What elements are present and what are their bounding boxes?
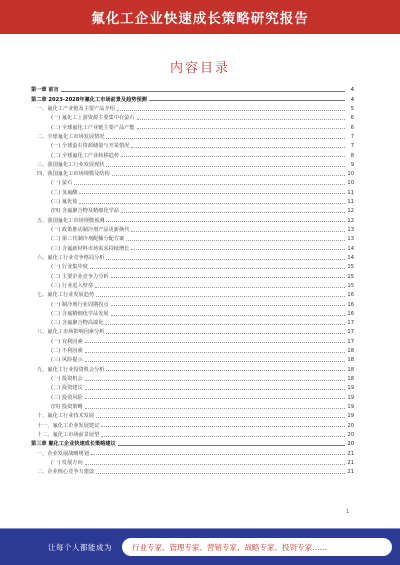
toc-leader-dots [79, 203, 345, 204]
toc-entry-text: (一) 政策推动制冷剂产品更新换代 [51, 227, 130, 233]
toc-leader-dots [106, 370, 345, 371]
toc-leader-dots [79, 193, 345, 194]
toc-entry-text: (三) 氟化盐 [51, 199, 78, 206]
toc-entry-text: 第一章 前言 [31, 87, 59, 94]
toc-entry[interactable] [31, 382, 354, 391]
toc-leader-dots [101, 436, 345, 437]
toc-entry-text: (三) 行业进入壁垒 [51, 282, 94, 289]
toc-entry[interactable] [31, 335, 354, 344]
toc-entry[interactable] [31, 391, 354, 400]
toc-leader-dots [74, 184, 345, 185]
toc-entry-text: 二、全球氟化工市场发展情况 [37, 133, 105, 140]
toc-entry[interactable] [31, 121, 354, 130]
toc-entry[interactable] [31, 401, 354, 410]
toc-leader-dots [111, 277, 345, 278]
report-title: 氟化工企业快速成长策略研究报告 [91, 11, 309, 27]
toc-leader-dots [117, 110, 345, 111]
toc-leader-dots [121, 156, 345, 157]
toc-entry-page: 16 [347, 310, 354, 317]
toc-entry[interactable] [31, 326, 354, 335]
toc-heading: 内容目录 [169, 61, 230, 76]
toc-entry[interactable] [31, 252, 354, 261]
toc-entry-text: (二) 投资建议 [51, 385, 83, 392]
toc-entry-text: 一、企业发展战略规划 [37, 450, 89, 457]
toc-entry-page: 21 [347, 459, 354, 466]
toc-entry-page: 13 [347, 236, 354, 243]
toc-entry-page: 21 [347, 450, 354, 457]
toc-entry-text: (三) 投资风险 [51, 394, 83, 401]
toc-entry-text: (二) 不利因素 [51, 348, 83, 355]
footer-banner [0, 529, 400, 565]
toc-leader-dots [85, 398, 345, 399]
toc-entry-page: 9 [350, 161, 354, 168]
toc-leader-dots [106, 333, 345, 334]
toc-entry-text: (二) 含氟精细化学品发展 [51, 310, 109, 317]
toc-entry-page: 16 [347, 301, 354, 308]
toc-entry-page: 15 [347, 264, 354, 271]
toc-entry-page: 18 [347, 357, 354, 364]
toc-entry[interactable] [31, 224, 354, 233]
toc-entry-text: 十一、氟化工企业发展建议 [37, 422, 100, 429]
toc-entry-text: (一) 萤石 [51, 180, 73, 187]
toc-entry-text: 十二、氟化工市场前景展望 [37, 431, 100, 438]
toc-entry-page: 20 [347, 431, 354, 438]
toc-entry[interactable] [31, 177, 354, 186]
toc-leader-dots [85, 408, 345, 409]
toc-leader-dots [106, 221, 345, 222]
toc-entry-page: 20 [347, 422, 354, 429]
toc-entry-text: 四、我国氟化工市场规模及结构 [37, 171, 110, 178]
toc-entry-page: 7 [350, 143, 354, 150]
toc-leader-dots [118, 445, 345, 446]
toc-entry-page: 14 [347, 245, 354, 252]
toc-leader-dots [106, 138, 345, 139]
report-header [0, 0, 400, 34]
toc-entry[interactable] [31, 159, 354, 168]
toc-entry-text: (三) 含氟新材料市场需求持续增长 [51, 245, 130, 252]
toc-leader-dots [85, 380, 345, 381]
toc-entry[interactable] [31, 457, 354, 466]
toc-entry-page: 17 [347, 320, 354, 327]
toc-entry-page: 18 [347, 366, 354, 373]
toc-entry-text: (四) 含氟聚合物及精细化学品 [51, 208, 119, 215]
toc-entry[interactable] [31, 103, 354, 112]
toc-entry[interactable] [31, 149, 354, 158]
toc-entry-text: (一) 有利因素 [51, 338, 83, 345]
toc-leader-dots [85, 342, 345, 343]
toc-leader-dots [96, 417, 345, 418]
toc-entry[interactable] [31, 447, 354, 456]
toc-leader-dots [111, 305, 345, 306]
toc-entry[interactable] [31, 214, 354, 223]
toc-leader-dots [126, 240, 345, 241]
toc-leader-dots [111, 315, 345, 316]
toc-leader-dots [137, 128, 345, 129]
toc-entry[interactable] [31, 438, 354, 447]
toc-entry-page: 19 [347, 413, 354, 420]
toc-entry-page: 15 [347, 273, 354, 280]
toc-leader-dots [85, 361, 345, 362]
toc-leader-dots [149, 100, 345, 101]
toc-entry-text: (二) 氢氟酸 [51, 189, 78, 196]
toc-entry-page: 19 [347, 403, 354, 410]
toc-entry-page: 10 [347, 171, 354, 178]
toc-entry-text: 六、氟化工行业竞争格局分析 [37, 254, 105, 261]
toc-entry-text: 八、氟化工市场影响因素分析 [37, 329, 105, 336]
toc-entry-text: (一) 氟化工上游资源主要集中在萤石 [51, 115, 135, 122]
toc-entry[interactable] [31, 308, 354, 317]
toc-entry-page: 11 [347, 189, 354, 196]
toc-entry[interactable] [31, 84, 354, 93]
toc-entry-text: (一) 制冷剂行业周期拐点 [51, 301, 109, 308]
toc-entry[interactable] [31, 429, 354, 438]
toc-entry-page: 12 [347, 217, 354, 224]
toc-entry-text: 一、氟化工产业链及主要产品介绍 [37, 105, 115, 112]
toc-leader-dots [101, 426, 345, 427]
toc-leader-dots [131, 231, 345, 232]
toc-entry[interactable] [31, 345, 354, 354]
page-number: 1 [346, 509, 350, 515]
toc-entry[interactable] [31, 131, 354, 140]
toc-entry[interactable] [31, 168, 354, 177]
toc-entry-text: (一) 投资机会 [51, 376, 83, 382]
toc-entry-page: 4 [350, 96, 354, 103]
toc-entry-page: 17 [347, 329, 354, 336]
toc-entry[interactable] [31, 354, 354, 363]
toc-entry-text: (二) 全球氟化工产业链主要产品产能 [51, 124, 135, 131]
table-of-contents [31, 84, 354, 475]
toc-entry[interactable] [31, 112, 354, 121]
toc-leader-dots [106, 259, 345, 260]
toc-entry-text: 二、企业核心竞争力建设 [37, 469, 95, 476]
toc-entry[interactable] [31, 466, 354, 475]
toc-entry-page: 17 [347, 338, 354, 345]
toc-entry-text: (二) 主要企业竞争力分析 [51, 273, 109, 280]
toc-entry-text: 三、我国氟化工行业发展现状 [37, 161, 105, 168]
footer-slogan: 让每个人都能成为 [48, 542, 112, 552]
toc-entry-page: 21 [347, 469, 354, 476]
toc-entry-text: (三) 风险提示 [51, 357, 83, 364]
toc-leader-dots [85, 464, 345, 465]
toc-entry[interactable] [31, 196, 354, 205]
toc-entry-page: 7 [350, 133, 354, 140]
toc-entry-page: 19 [347, 385, 354, 392]
toc-entry-text: (一) 发展方向 [51, 459, 83, 466]
toc-entry[interactable] [31, 270, 354, 279]
toc-leader-dots [85, 389, 345, 390]
toc-entry-page: 20 [347, 441, 354, 448]
toc-entry-page: 13 [347, 227, 354, 233]
toc-entry[interactable] [31, 186, 354, 195]
toc-leader-dots [121, 212, 345, 213]
toc-entry-text: (二) 第三代制冷剂配额分配方案 [51, 236, 125, 243]
toc-leader-dots [131, 147, 345, 148]
toc-entry-text: 九、氟化工行业投资机会分析 [37, 366, 105, 373]
toc-entry[interactable] [31, 317, 354, 326]
toc-leader-dots [96, 296, 345, 297]
toc-leader-dots [90, 268, 345, 269]
toc-entry-text: 十、氟化工行业技术发展 [37, 413, 95, 420]
toc-leader-dots [61, 91, 345, 92]
footer-expert-list: 行业专家、管理专家、营销专家、战略专家、投资专家…… [122, 538, 392, 556]
toc-entry-page: 18 [347, 348, 354, 355]
toc-entry[interactable] [31, 242, 354, 251]
toc-entry-page: 5 [350, 105, 354, 112]
toc-entry-page: 6 [350, 124, 354, 131]
toc-entry-text: 第三章 氟化工企业快速成长策略建议 [31, 441, 116, 448]
toc-entry-text: 第二章 2023-2028年氟化工市场前景及趋势预测 [31, 96, 147, 103]
toc-leader-dots [96, 473, 345, 474]
toc-entry-page: 8 [350, 152, 354, 159]
toc-entry[interactable] [31, 205, 354, 214]
toc-entry[interactable] [31, 419, 354, 428]
toc-entry-text: (四) 投资策略 [51, 403, 83, 410]
toc-entry-page: 16 [347, 292, 354, 299]
toc-entry[interactable] [31, 280, 354, 289]
toc-entry-page: 6 [350, 115, 354, 122]
toc-leader-dots [85, 352, 345, 353]
toc-entry[interactable] [31, 363, 354, 372]
toc-entry[interactable] [31, 261, 354, 270]
toc-entry-page: 15 [347, 282, 354, 289]
toc-leader-dots [131, 249, 345, 250]
toc-entry[interactable] [31, 289, 354, 298]
toc-entry[interactable] [31, 233, 354, 242]
toc-leader-dots [95, 287, 345, 288]
toc-entry-page: 4 [350, 87, 354, 94]
toc-entry-text: 五、我国氟化工市场规模预测 [37, 217, 105, 224]
toc-leader-dots [106, 166, 345, 167]
toc-leader-dots [91, 454, 345, 455]
toc-entry-text: 七、氟化工行业发展趋势 [37, 292, 95, 299]
toc-leader-dots [112, 175, 345, 176]
toc-entry-page: 18 [347, 376, 354, 382]
toc-entry[interactable] [31, 298, 354, 307]
toc-entry[interactable] [31, 93, 354, 102]
toc-entry[interactable] [31, 140, 354, 149]
toc-entry-page: 11 [347, 199, 354, 206]
toc-entry-page: 12 [347, 208, 354, 215]
toc-entry-text: (二) 全球氟化工产业转移趋势 [51, 152, 119, 159]
toc-leader-dots [105, 324, 345, 325]
toc-entry-text: (一) 行业集中度 [51, 264, 88, 271]
toc-entry-page: 14 [347, 254, 354, 261]
toc-entry-text: (一) 全球萤石资源储量与开采情况 [51, 143, 130, 150]
toc-entry-text: (三) 含氟聚合物高端化 [51, 320, 104, 327]
toc-leader-dots [137, 119, 345, 120]
toc-entry[interactable] [31, 410, 354, 419]
toc-entry[interactable] [31, 373, 354, 382]
toc-entry-page: 10 [347, 180, 354, 187]
toc-entry-page: 19 [347, 394, 354, 401]
